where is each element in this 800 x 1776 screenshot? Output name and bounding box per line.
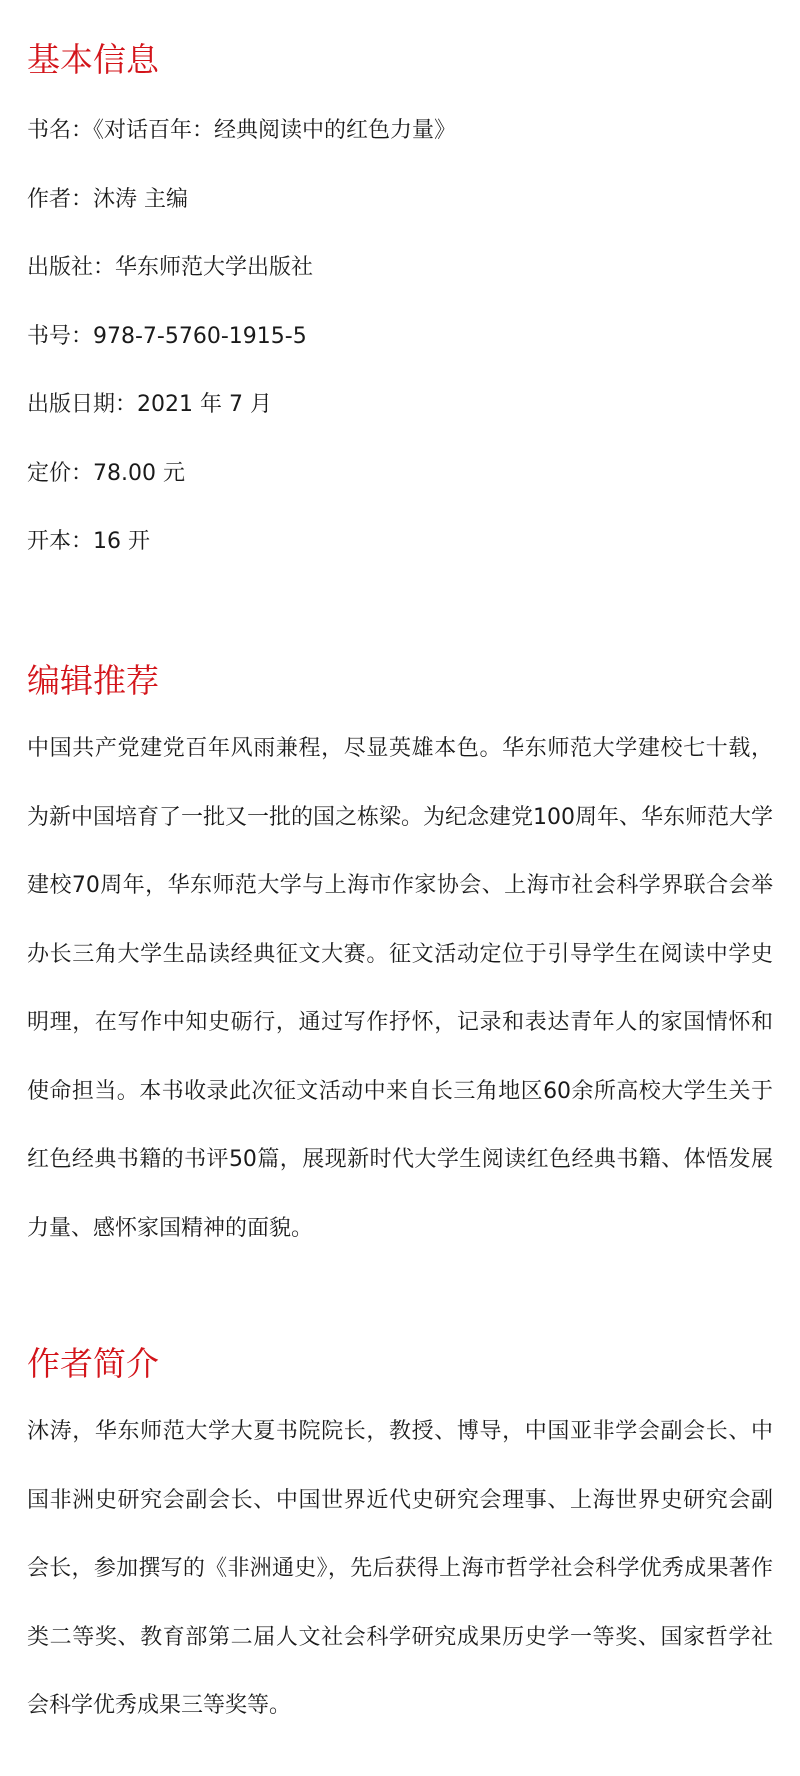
publish-date-row: 出版日期：2021 年 7 月 bbox=[27, 392, 272, 417]
basic-info-heading: 基本信息 bbox=[27, 40, 159, 79]
author-row: 作者：沐涛 主编 bbox=[27, 186, 188, 212]
author-intro-heading: 作者简介 bbox=[27, 1344, 159, 1383]
editor-recommendation-heading: 编辑推荐 bbox=[27, 661, 159, 700]
book-title-row: 书名：《对话百年：经典阅读中的红色力量》 bbox=[27, 118, 457, 143]
basic-info-list bbox=[27, 97, 773, 577]
price-row: 定价：78.00 元 bbox=[27, 460, 185, 486]
author-intro-text: 沐涛，华东师范大学大夏书院院长，教授、博导，中国亚非学会副会长、中国非洲史研究会副会长、中国世界近代史研究会理事、上海世界史研究会副会长，参加撰写的《非洲通史》，先后获得上海市哲学社会科学优秀成果著作类二等奖、教育部第二届人文社会科学研究成果历史学一等奖、国家哲学社会科学优秀成果三等奖等。 bbox=[27, 1419, 773, 1718]
format-row: 开本：16 开 bbox=[27, 529, 150, 554]
editor-recommendation-text: 中国共产党建党百年风雨兼程，尽显英雄本色。华东师范大学建校七十载，为新中国培育了一批又一批的国之栋梁。为纪念建党100周年、华东师范大学建校70周年，华东师范大学与上海市作家协会、上海市社会科学界联合会举办长三角大学生品读经典征文大赛。征文活动定位于引导学生在阅读中学史明理，在写作中知史砺行，通过写作抒怀，记录和表达青年人的家国情怀和使命担当。本书收录此次征文活动中来自长三角地区60余所高校大学生关于红色经典书籍的书评50篇，展现新时代大学生阅读红色经典书籍、体悟发展力量、感怀家国精神的面貌。 bbox=[27, 736, 773, 1241]
publisher-row: 出版社：华东师范大学出版社 bbox=[27, 255, 314, 280]
isbn-row: 书号：978-7-5760-1915-5 bbox=[27, 323, 307, 349]
